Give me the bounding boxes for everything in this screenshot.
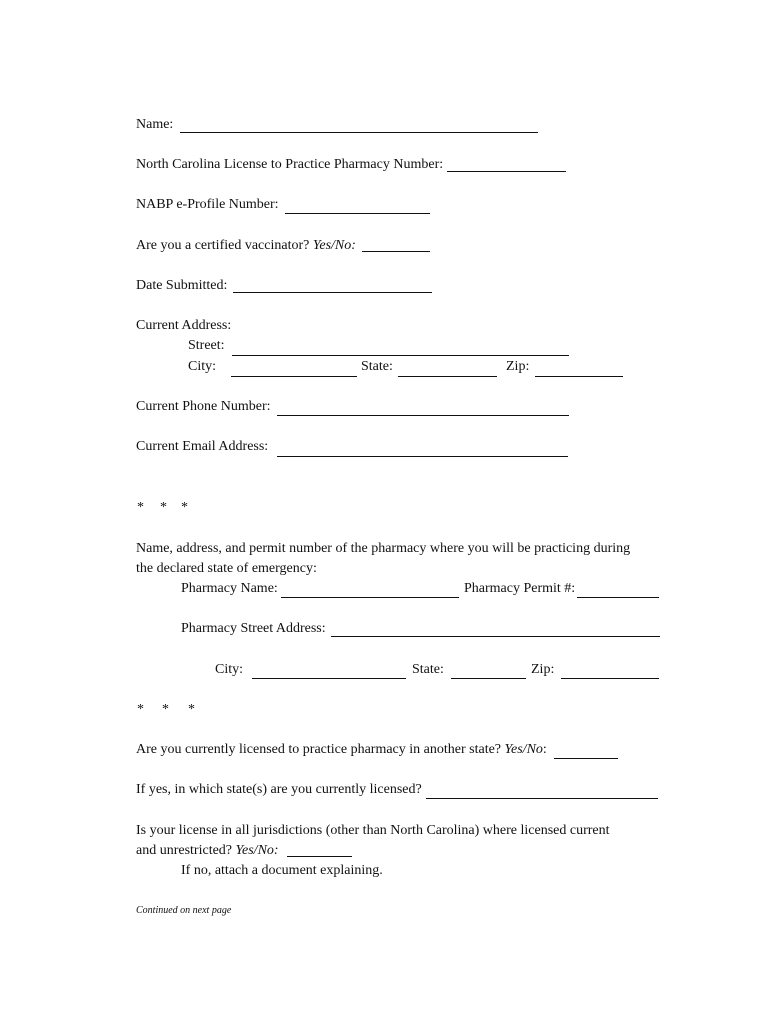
date-submitted-field[interactable]: [233, 292, 432, 293]
other-state-yes-no: Yes/No: [504, 742, 543, 757]
zip-field[interactable]: [535, 376, 623, 377]
attach-explanation-note: If no, attach a document explaining.: [181, 863, 383, 878]
current-address-label: Current Address:: [136, 318, 232, 333]
pharmacy-intro-cont: the declared state of emergency:: [136, 561, 317, 576]
jurisdictions-question-text: and unrestricted?: [136, 843, 233, 858]
which-states-label: If yes, in which state(s) are you currently licensed?: [136, 782, 422, 797]
other-state-question: [136, 742, 547, 758]
separator-star: *: [162, 702, 169, 717]
nabp-number-label: NABP e-Profile Number:: [136, 197, 279, 212]
pharmacy-state-label: State:: [412, 662, 444, 677]
email-label: Current Email Address:: [136, 439, 269, 454]
pharmacy-name-field[interactable]: [281, 597, 459, 598]
vaccinator-yes-no: Yes/No:: [312, 238, 356, 253]
jurisdictions-field[interactable]: [287, 856, 352, 857]
jurisdictions-question: Is your license in all jurisdictions (other than North Carolina) where licensed current: [136, 823, 610, 838]
city-label: City:: [188, 359, 217, 374]
jurisdictions-question-cont: [136, 843, 279, 859]
vaccinator-field[interactable]: [362, 251, 430, 252]
zip-label: Zip:: [506, 359, 530, 374]
phone-field[interactable]: [277, 415, 569, 416]
pharmacy-city-field[interactable]: [252, 678, 406, 679]
name-field[interactable]: [180, 132, 538, 133]
license-number-field[interactable]: [447, 171, 566, 172]
state-field[interactable]: [398, 376, 497, 377]
pharmacy-permit-label: Pharmacy Permit #:: [464, 581, 576, 596]
pharmacy-permit-field[interactable]: [577, 597, 659, 598]
pharmacy-name-label: Pharmacy Name:: [181, 581, 278, 596]
which-states-field[interactable]: [426, 798, 658, 799]
city-field[interactable]: [231, 376, 357, 377]
pharmacy-zip-field[interactable]: [561, 678, 659, 679]
separator-star: *: [137, 500, 144, 515]
street-label: Street:: [188, 338, 225, 353]
street-field[interactable]: [232, 355, 569, 356]
state-label: State:: [361, 359, 393, 374]
colon: :: [542, 742, 547, 757]
jurisdictions-yes-no: Yes/No:: [235, 843, 279, 858]
pharmacy-zip-label: Zip:: [531, 662, 555, 677]
phone-label: Current Phone Number:: [136, 399, 271, 414]
vaccinator-question: [136, 238, 356, 254]
pharmacy-state-field[interactable]: [451, 678, 526, 679]
separator-star: *: [160, 500, 167, 515]
pharmacy-street-label: Pharmacy Street Address:: [181, 621, 326, 636]
name-label: Name:: [136, 117, 174, 132]
separator-star: *: [181, 500, 188, 515]
separator-star: *: [188, 702, 195, 717]
license-number-label: North Carolina License to Practice Pharmacy Number:: [136, 157, 444, 172]
pharmacy-intro: Name, address, and permit number of the pharmacy where you will be practicing during: [136, 541, 631, 556]
other-state-question-text: Are you currently licensed to practice pharmacy in another state?: [136, 742, 502, 757]
continued-note: Continued on next page: [136, 905, 232, 916]
pharmacy-street-field[interactable]: [331, 636, 660, 637]
separator-star: *: [137, 702, 144, 717]
other-state-field[interactable]: [554, 758, 618, 759]
nabp-number-field[interactable]: [285, 213, 430, 214]
vaccinator-question-text: Are you a certified vaccinator?: [136, 238, 310, 253]
pharmacy-city-label: City:: [215, 662, 244, 677]
date-submitted-label: Date Submitted:: [136, 278, 228, 293]
email-field[interactable]: [277, 456, 568, 457]
